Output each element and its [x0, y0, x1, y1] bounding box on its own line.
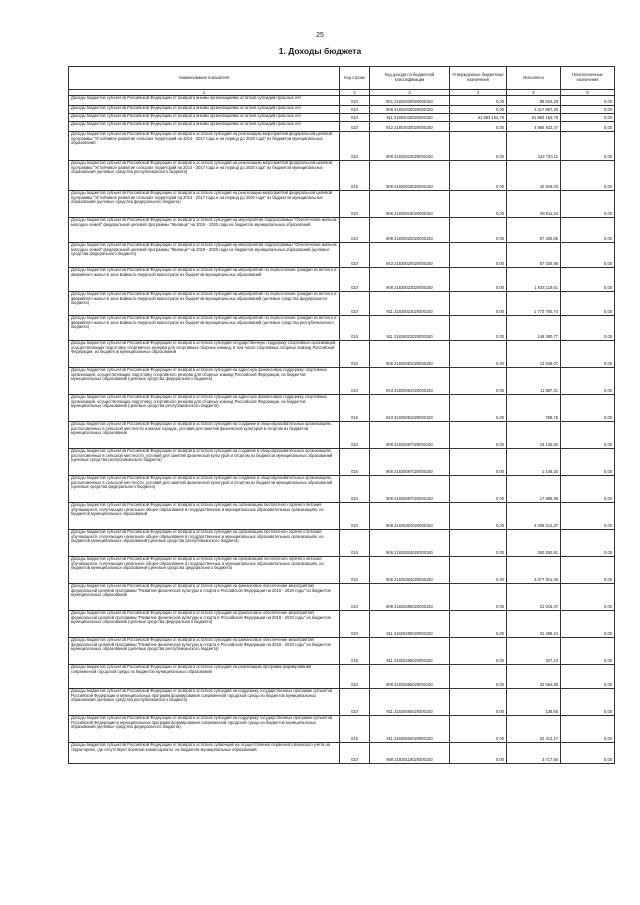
header-line-code: Код строки [340, 67, 370, 90]
row-line-code: 010 [340, 243, 370, 268]
row-executed: 32 554,88 [507, 665, 561, 689]
row-unexecuted: 0,00 [561, 611, 615, 638]
row-line-code: 010 [340, 122, 370, 132]
row-name: Доходы бюджетов субъектов Российской Федерации от возврата остатков субсидий на реализацию мероприятий федеральной целевой программы "Устойчивое развитие сельских территорий на 2014 - 2017 годы и на период до 2020 года" из бюджетов муниципальных образований [69, 132, 340, 161]
row-executed: 12 648,07 [507, 341, 561, 368]
row-approved: 0,00 [450, 191, 507, 218]
row-approved: 0,00 [450, 665, 507, 689]
row-approved: 0,00 [450, 341, 507, 368]
row-executed: 57 026,85 [507, 243, 561, 268]
table-row [69, 557, 615, 584]
row-unexecuted: 0,00 [561, 316, 615, 341]
row-approved: 0,00 [450, 243, 507, 268]
table-row [69, 743, 615, 764]
row-approved: 0,00 [450, 161, 507, 191]
row-approved: 0,00 [450, 292, 507, 316]
row-unexecuted: 0,00 [561, 106, 615, 114]
column-number: 4 [450, 90, 507, 96]
row-approved: 0,00 [450, 96, 507, 106]
table-row [69, 716, 615, 743]
revenue-table [68, 66, 615, 764]
row-name: Доходы бюджетов субъектов Российской Федерации от возврата остатков субсидий на адресную финансовую поддержку спортивных организаций, осуществляющих подготовку спортивного резерва для сборных команд Российской Федерации, из бюджетов муниципальных образований (целевые средства республиканского бюджета) [69, 395, 340, 422]
table-row [69, 449, 615, 476]
row-budget-class-code: 911 21825023020000150 [370, 292, 450, 316]
row-name: Доходы бюджетов субъектов Российской Федерации от возврата остатков субсидий на организацию бесплатного горячего питания обучающихся, получающих начальное общее образование в государственных и муниципальных образовательных организациях, из бюджетов муниципальных образований (целевые средства республиканского бюджета) [69, 530, 340, 557]
row-budget-class-code: 912 21802030020000150 [370, 122, 450, 132]
row-unexecuted: 0,00 [561, 122, 615, 132]
row-executed: 88 034,28 [507, 96, 561, 106]
row-name: Доходы бюджетов субъектов Российской Федерации от возврата остатков субсидий на мероприятия по переселению граждан из ветхого и аварийного жилья в зоне Байкало-Амурской магистрали из бюджетов муниципальных образований (целевые средства республиканского бюджета) [69, 316, 340, 341]
table-row [69, 584, 615, 611]
table-row [69, 191, 615, 218]
column-number: 3 [370, 90, 450, 96]
row-unexecuted: 0,00 [561, 341, 615, 368]
row-line-code: 010 [340, 132, 370, 161]
row-unexecuted: 0,00 [561, 530, 615, 557]
row-unexecuted: 0,00 [561, 584, 615, 611]
row-budget-class-code: 909 21825020020000150 [370, 218, 450, 243]
row-name: Доходы бюджетов субъектов Российской Федерации от возврата остатков субсидий на финансовое обеспечение мероприятий федеральной целевой программы "Развитие физической культуры и спорта в Российской Федерации на 2016 - 2020 годы" из бюджетов муниципальных образований [69, 584, 340, 611]
row-line-code: 010 [340, 114, 370, 122]
row-unexecuted: 0,00 [561, 503, 615, 530]
row-budget-class-code: 943 21825081020000150 [370, 395, 450, 422]
table-row [69, 368, 615, 395]
row-line-code: 015 [340, 638, 370, 665]
row-line-code: 010 [340, 96, 370, 106]
row-line-code: 015 [340, 395, 370, 422]
row-line-code: 010 [340, 611, 370, 638]
column-number: 5 [507, 90, 561, 96]
row-unexecuted: 0,00 [561, 292, 615, 316]
row-line-code: 010 [340, 292, 370, 316]
header-budget-class-code: Код дохода по бюджетной классификации [370, 67, 450, 90]
row-executed: 4 077 921,46 [507, 557, 561, 584]
row-budget-class-code: 943 21825081020000150 [370, 368, 450, 395]
column-number: 6 [561, 90, 615, 96]
row-approved: 0,00 [450, 218, 507, 243]
table-row [69, 316, 615, 341]
row-unexecuted: 0,00 [561, 132, 615, 161]
row-budget-class-code: 911 21825023020000150 [370, 316, 450, 341]
row-line-code: 015 [340, 449, 370, 476]
row-approved: 0,00 [450, 743, 507, 764]
row-budget-class-code: 943 21825020020000150 [370, 243, 450, 268]
row-budget-class-code: 909 21835118020000150 [370, 743, 450, 764]
row-unexecuted: 0,00 [561, 743, 615, 764]
table-row [69, 476, 615, 503]
row-name: Доходы бюджетов субъектов Российской Федерации от возврата остатков субсидий на реализацию программ формирования современной городской среды из бюджетов муниципальных образований [69, 665, 340, 689]
row-unexecuted: 0,00 [561, 191, 615, 218]
row-approved: 0,00 [450, 368, 507, 395]
row-unexecuted: 0,00 [561, 449, 615, 476]
row-name: Доходы бюджетов субъектов Российской Федерации от возврата остатков субсидий на финансовое обеспечение мероприятий федеральной целевой программы "Развитие физической культуры и спорта в Российской Федерации на 2016 - 2020 годы" из бюджетов муниципальных образований (целевые средства республиканского бюджета) [69, 638, 340, 665]
row-line-code: 010 [340, 584, 370, 611]
row-unexecuted: 0,00 [561, 422, 615, 449]
row-unexecuted: 0,00 [561, 557, 615, 584]
row-name: Доходы бюджетов субъектов Российской Федерации от возврата остатков субсидий на мероприятия подпрограммы "Обеспечение жильем молодых семей" федеральной целевой программы "Жилище" на 2015 - 2020 годы из бюджетов муниципальных образований [69, 218, 340, 243]
row-name: Доходы бюджетов субъектов Российской Федерации от возврата остатков субсидий на мероприятия по переселению граждан из ветхого и аварийного жилья в зоне Байкало-Амурской магистрали из бюджетов муниципальных образований [69, 268, 340, 292]
row-line-code: 010 [340, 665, 370, 689]
row-line-code: 010 [340, 689, 370, 716]
row-line-code: 010 [340, 106, 370, 114]
row-executed: 42 819,03 [507, 161, 561, 191]
row-budget-class-code: 906 21825304020000150 [370, 557, 450, 584]
row-line-code: 010 [340, 268, 370, 292]
row-line-code: 010 [340, 368, 370, 395]
row-budget-class-code: 906 21825081020000150 [370, 341, 450, 368]
row-approved: 0,00 [450, 122, 507, 132]
column-number: 1 [69, 90, 340, 96]
row-executed: 138,65 [507, 689, 561, 716]
row-approved: 0,00 [450, 449, 507, 476]
row-line-code: 010 [340, 557, 370, 584]
row-line-code: 010 [340, 341, 370, 368]
row-line-code: 010 [340, 218, 370, 243]
row-approved: 0,00 [450, 268, 507, 292]
row-executed: 149 380,77 [507, 316, 561, 341]
table-body [69, 96, 615, 764]
row-executed: 32 413,17 [507, 716, 561, 743]
row-budget-class-code: 909 21825495020000150 [370, 584, 450, 611]
row-executed: 4 338 214,37 [507, 503, 561, 530]
row-unexecuted: 0,00 [561, 218, 615, 243]
row-unexecuted: 0,00 [561, 368, 615, 395]
row-executed: 19 136,82 [507, 422, 561, 449]
row-budget-class-code: 911 21825495020000150 [370, 611, 450, 638]
row-name: Доходы бюджетов субъектов Российской Федерации от возврата остатков субсидий государственную поддержку спортивных организаций, осуществляющих подготовку спортивного резерва для спортивных сборных команд, в том числе спортивных сборных команд Российской Федерации, из бюджетов муниципальных образований [69, 341, 340, 368]
row-budget-class-code: 911 21825555020000150 [370, 689, 450, 716]
row-executed: 758,75 [507, 395, 561, 422]
row-approved: 0,00 [450, 422, 507, 449]
row-line-code: 015 [340, 530, 370, 557]
row-approved: 0,00 [450, 530, 507, 557]
row-name: Доходы бюджетов субъектов Российской Федерации от возврата остатков субсидий на мероприятия подпрограммы "Обеспечение жильем молодых семей" федеральной целевой программы "Жилище" на 2015 - 2020 годы из бюджетов муниципальных образований (целевые средства федерального бюджета) [69, 243, 340, 268]
row-name: Доходы бюджетов субъектов Российской Федерации от возврата иными организациями остатков субсидий прошлых лет [69, 114, 340, 122]
table-row [69, 689, 615, 716]
row-budget-class-code: 911 21802030020000150 [370, 114, 450, 122]
row-unexecuted: 0,00 [561, 638, 615, 665]
row-line-code: 010 [340, 191, 370, 218]
row-approved: 0,00 [450, 638, 507, 665]
table-row [69, 665, 615, 689]
row-executed: 2 217 867,20 [507, 106, 561, 114]
row-budget-class-code: 911 21825555020000150 [370, 716, 450, 743]
row-name: Доходы бюджетов субъектов Российской Федерации от возврата остатков субсидий на создание в общеобразовательных организациях, расположенных в сельской местности, условий для занятий физической культурой и спортом из бюджетов муниципальных образований (целевые средства республиканского бюджета) [69, 449, 340, 476]
row-approved: 0,00 [450, 132, 507, 161]
row-executed: 31 489,24 [507, 611, 561, 638]
table-row [69, 132, 615, 161]
row-line-code: 010 [340, 476, 370, 503]
row-budget-class-code: 906 21825018020000150 [370, 161, 450, 191]
row-budget-class-code: 901 21802030020000150 [370, 96, 450, 106]
row-unexecuted: 0,00 [561, 665, 615, 689]
row-line-code: 010 [340, 422, 370, 449]
row-executed: 17 988,98 [507, 476, 561, 503]
row-approved: 0,00 [450, 316, 507, 341]
row-executed: 99 911,34 [507, 191, 561, 218]
row-approved: 0,00 [450, 689, 507, 716]
row-name: Доходы бюджетов субъектов Российской Федерации от возврата остатков субсидий на финансовое обеспечение мероприятий федеральной целевой программы "Развитие физической культуры и спорта в Российской Федерации на 2016 - 2020 годы" из бюджетов муниципальных образований (целевые средства федерального бюджета) [69, 611, 340, 638]
row-line-code: 010 [340, 743, 370, 764]
row-approved: 0,00 [450, 584, 507, 611]
row-approved: 0,00 [450, 476, 507, 503]
row-approved: 0,00 [450, 106, 507, 114]
row-unexecuted: 0,00 [561, 395, 615, 422]
row-budget-class-code: 909 21825555020000150 [370, 665, 450, 689]
column-number: 2 [340, 90, 370, 96]
row-name: Доходы бюджетов субъектов Российской Федерации от возврата остатков субсидий на мероприятия по переселению граждан из ветхого и аварийного жилья в зоне Байкало-Амурской магистрали из бюджетов муниципальных образований (целевые средства федерального бюджета) [69, 292, 340, 316]
row-budget-class-code: 906 21825097020000150 [370, 476, 450, 503]
table-row [69, 161, 615, 191]
row-unexecuted: 0,00 [561, 476, 615, 503]
row-budget-class-code: 908 21802030020000150 [370, 106, 450, 114]
row-unexecuted: 0,00 [561, 161, 615, 191]
table-row [69, 530, 615, 557]
row-unexecuted: 0,00 [561, 114, 615, 122]
row-approved: 0,00 [450, 395, 507, 422]
row-budget-class-code: 906 21825304020000150 [370, 530, 450, 557]
row-budget-class-code: 909 21825018020000150 [370, 132, 450, 161]
row-budget-class-code: 909 21825304020000150 [370, 503, 450, 530]
row-name: Доходы бюджетов субъектов Российской Федерации от возврата остатков субсидий на реализацию мероприятий федеральной целевой программы "Устойчивое развитие сельских территорий на 2014 - 2017 годы и на период до 2020 года" из бюджетов муниципальных образований (целевые средства федерального бюджета) [69, 191, 340, 218]
table-row [69, 611, 615, 638]
table-row [69, 422, 615, 449]
header-unexecuted: Неисполненные назначения [561, 67, 615, 90]
row-name: Доходы бюджетов субъектов Российской Федерации от возврата остатков субвенций на осуществление первичного воинского учета на территориях, где отсутствуют военные комиссариаты, из бюджетов муниципальных образований [69, 743, 340, 764]
table-row [69, 243, 615, 268]
row-executed: 57 406,65 [507, 218, 561, 243]
row-approved: 0,00 [450, 611, 507, 638]
row-executed: 31 016,47 [507, 584, 561, 611]
table-row [69, 341, 615, 368]
row-executed: 4 885 832,47 [507, 122, 561, 132]
row-unexecuted: 0,00 [561, 716, 615, 743]
table-row [69, 503, 615, 530]
header-row [69, 67, 615, 90]
section-title: 1. Доходы бюджета [278, 46, 362, 56]
row-budget-class-code: 911 21825495020000150 [370, 638, 450, 665]
row-budget-class-code: 906 21825018020000150 [370, 191, 450, 218]
row-line-code: 010 [340, 503, 370, 530]
row-executed: 327,23 [507, 638, 561, 665]
table-row [69, 268, 615, 292]
row-executed: 3 717,56 [507, 743, 561, 764]
row-name: Доходы бюджетов субъектов Российской Федерации от возврата остатков субсидий на реализацию мероприятий федеральной целевой программы "Устойчивое развитие сельских территорий на 2014 - 2017 годы и на период до 2020 года" из бюджетов муниципальных образований (целевые средства республиканского бюджета) [69, 161, 340, 191]
header-executed: Исполнено [507, 67, 561, 90]
row-executed: 1 773 784,74 [507, 292, 561, 316]
row-unexecuted: 0,00 [561, 96, 615, 106]
row-approved: 0,00 [450, 557, 507, 584]
table-row [69, 292, 615, 316]
row-line-code: 015 [340, 161, 370, 191]
header-approved: Утвержденные бюджетные назначения [450, 67, 507, 90]
row-name: Доходы бюджетов субъектов Российской Федерации от возврата остатков субсидий на организацию бесплатного горячего питания обучающихся, получающих начальное общее образование в государственных и муниципальных образовательных организациях, из бюджетов муниципальных образований (целевые средства федерального бюджета) [69, 557, 340, 584]
table-row [69, 218, 615, 243]
row-budget-class-code: 909 21825097020000150 [370, 422, 450, 449]
table-row [69, 638, 615, 665]
row-name: Доходы бюджетов субъектов Российской Федерации от возврата остатков субсидий на организацию бесплатного горячего питания обучающихся, получающих начальное общее образование в государственных и муниципальных образовательных организациях, из бюджетов муниципальных образований [69, 503, 340, 530]
header-indicator-name: Наименование показателя [69, 67, 340, 90]
row-unexecuted: 0,00 [561, 268, 615, 292]
row-unexecuted: 0,00 [561, 689, 615, 716]
row-name: Доходы бюджетов субъектов Российской Федерации от возврата остатков субсидий на создание в общеобразовательных организациях, расположенных в сельской местности и малых городах, условий для занятий физической культурой и спортом из бюджетов муниципальных образований [69, 422, 340, 449]
table-row [69, 395, 615, 422]
row-executed: 11 887,31 [507, 368, 561, 395]
row-executed: 1 925 119,51 [507, 268, 561, 292]
row-name: Доходы бюджетов субъектов Российской Федерации от возврата остатков субсидий на создание в общеобразовательных организациях, расположенных в сельской местности, условий для занятий физической культурой и спортом из бюджетов муниципальных образований (целевые средства федерального бюджета) [69, 476, 340, 503]
row-executed: 61 883 152,78 [507, 114, 561, 122]
row-name: Доходы бюджетов субъектов Российской Федерации от возврата остатков субсидий на поддержку государственных программ субъектов Российской Федерации и муниципальных программ формирования современной городской среды из бюджетов муниципальных образований (целевые средства федерального бюджета) [69, 716, 340, 743]
row-unexecuted: 0,00 [561, 243, 615, 268]
row-line-code: 015 [340, 716, 370, 743]
row-executed: 142 730,11 [507, 132, 561, 161]
row-name: Доходы бюджетов субъектов Российской Федерации от возврата остатков субсидий на адресную финансовую поддержку спортивных организаций, осуществляющих подготовку спортивного резерва для сборных команд Российской Федерации, из бюджетов муниципальных образований (целевые средства федерального бюджета) [69, 368, 340, 395]
row-approved: 0,00 [450, 716, 507, 743]
row-name: Доходы бюджетов субъектов Российской Федерации от возврата остатков субсидий на поддержку государственных программ субъектов Российской Федерации и муниципальных программ формирования современной городской среды из бюджетов муниципальных образований (целевые средства республиканского бюджета) [69, 689, 340, 716]
row-name: Доходы бюджетов субъектов Российской Федерации от возврата иными организациями остатков субсидий прошлых лет [69, 96, 340, 106]
page-number: 25 [316, 32, 324, 39]
row-executed: 260 292,91 [507, 530, 561, 557]
row-approved: 61 883 152,78 [450, 114, 507, 122]
row-budget-class-code: 906 21825097020000150 [370, 449, 450, 476]
row-name: Доходы бюджетов субъектов Российской Федерации от возврата иными организациями остатков субсидий прошлых лет [69, 106, 340, 114]
table-row [69, 122, 615, 132]
row-budget-class-code: 909 21825023020000150 [370, 268, 450, 292]
row-executed: 1 148,25 [507, 449, 561, 476]
row-name: Доходы бюджетов субъектов Российской Федерации от возврата иными организациями остатков субсидий прошлых лет [69, 122, 340, 132]
table-row [69, 96, 615, 106]
row-approved: 0,00 [450, 503, 507, 530]
row-line-code: 015 [340, 316, 370, 341]
